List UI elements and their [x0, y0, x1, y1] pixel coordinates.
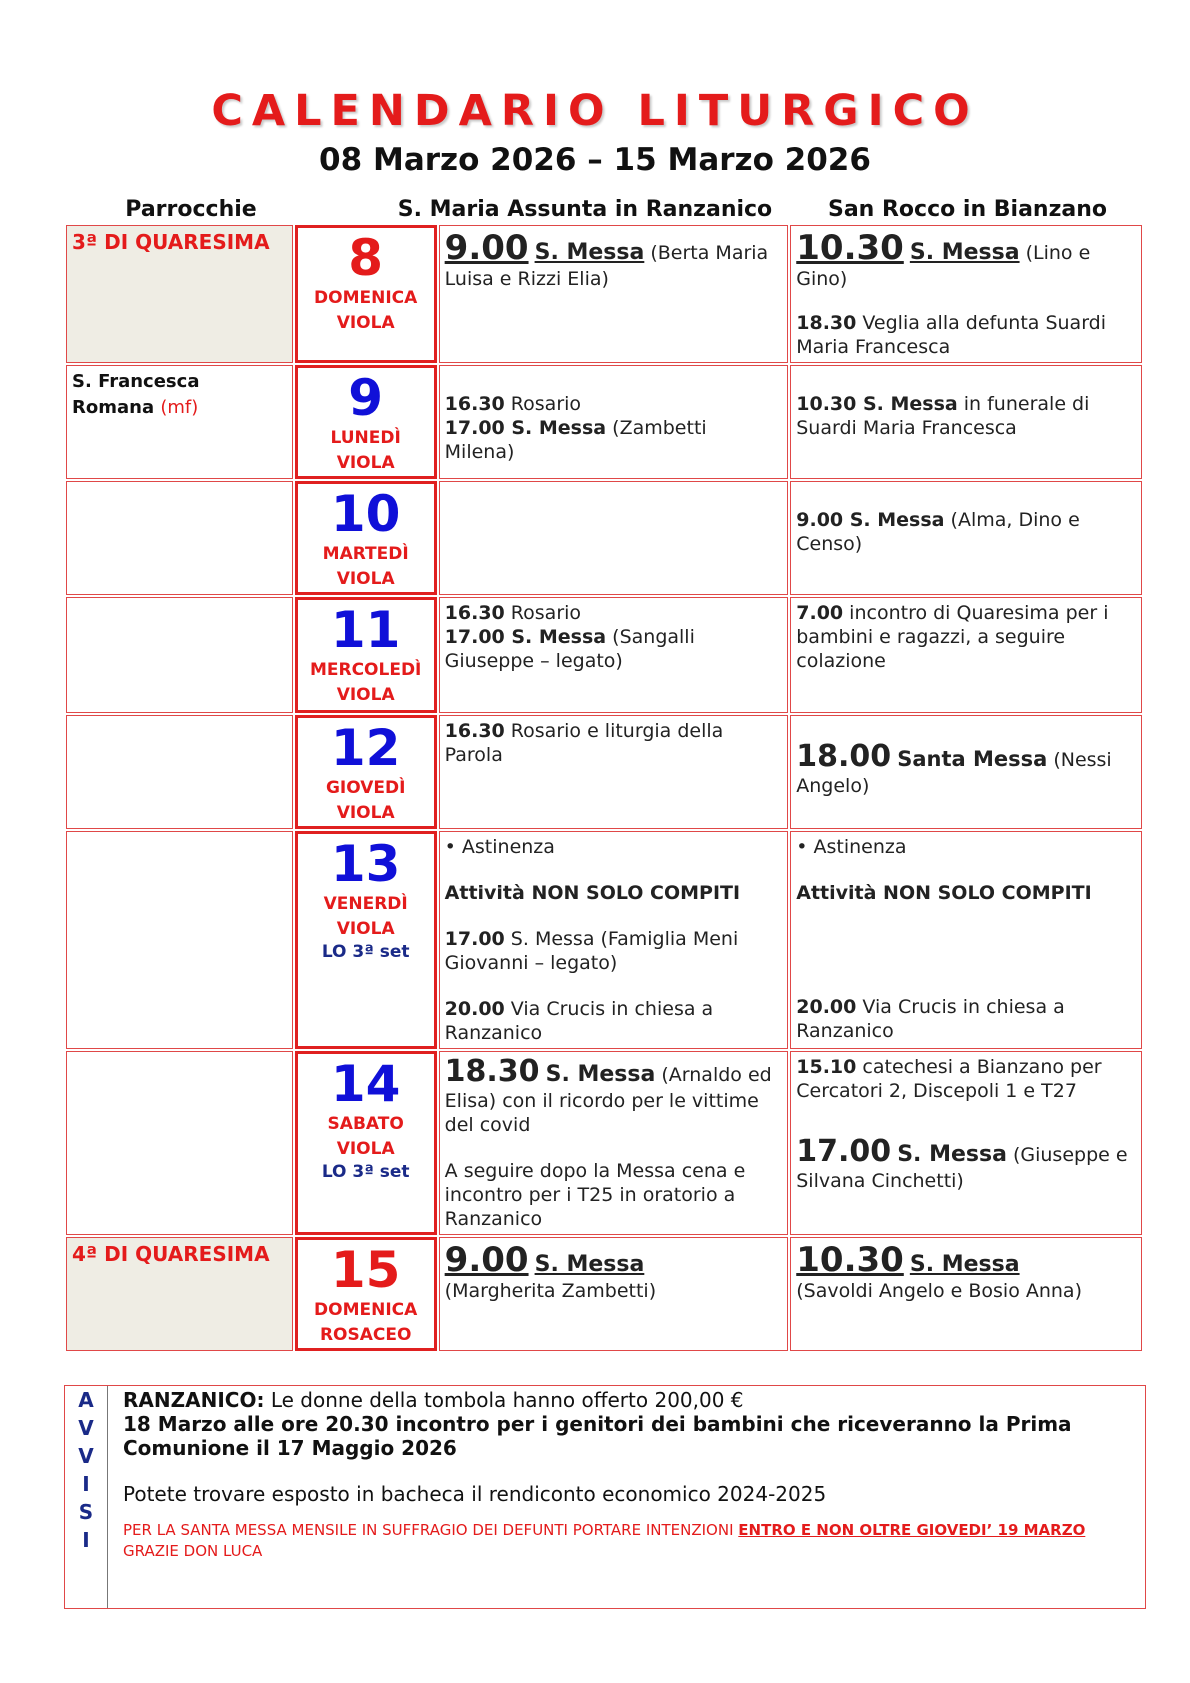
event-time: 18.30: [796, 312, 857, 334]
feast-cell: [66, 225, 293, 363]
notice-text: Le donne della tombola hanno offerto 200,00 €: [264, 1388, 744, 1412]
event-time: 7.00: [796, 602, 844, 624]
day-name: MERCOLEDÌ: [309, 660, 422, 680]
notices-letter: V: [78, 1444, 94, 1468]
event-time: 15.10: [796, 1056, 857, 1078]
day-number: 11: [330, 601, 401, 659]
date-range: 08 Marzo 2026 – 15 Marzo 2026: [319, 142, 871, 178]
abstinence-note: • Astinenza: [796, 836, 907, 858]
event-text: in funerale di Suardi Maria Francesca: [796, 393, 1090, 439]
day-number: 9: [348, 369, 384, 427]
event-text: Rosario: [504, 393, 582, 415]
feast-cell: [66, 1237, 293, 1351]
bianzano-cell: [790, 597, 1142, 713]
liturgical-color: VIOLA: [336, 1139, 395, 1159]
event-time: 10.30 S. Messa: [796, 393, 958, 415]
event-time: 9.00 S. Messa: [796, 509, 945, 531]
event-text: incontro di Quaresima per i bambini e ragazzi, a seguire colazione: [796, 602, 1109, 672]
table-row: [66, 597, 1142, 713]
event-time: 17.00 S. Messa: [444, 417, 607, 439]
day-number: 12: [330, 719, 401, 777]
notice-deadline: ENTRO E NON OLTRE GIOVEDI’ 19 MARZO: [738, 1521, 1086, 1539]
page-title: CALENDARIO LITURGICO: [211, 86, 979, 136]
liturgical-color: ROSACEO: [319, 1325, 412, 1345]
table-row: [66, 831, 1142, 1049]
mass-label: S. Messa: [534, 240, 645, 265]
ranzanico-cell: [439, 1051, 789, 1235]
mass-label: S. Messa: [897, 1142, 1007, 1167]
mass-intention: (Lino e Gino): [796, 242, 1091, 290]
mass-time: 17.00: [796, 1134, 892, 1169]
table-row: [66, 481, 1142, 595]
day-number: 10: [330, 485, 401, 543]
feast-label: 4ª DI QUARESIMA: [72, 1242, 270, 1266]
mass-time: 18.00: [796, 739, 892, 774]
day-number: 15: [330, 1241, 401, 1299]
event-time: 17.00: [444, 928, 505, 950]
event-text: Veglia alla defunta Suardi Maria Francesca: [796, 312, 1107, 358]
event-time: 16.30: [444, 720, 505, 742]
mass-label: Santa Messa: [897, 747, 1048, 771]
liturgical-color: VIOLA: [336, 313, 395, 333]
bianzano-cell: [790, 831, 1142, 1049]
ranzanico-cell: [439, 481, 789, 595]
activity-label: Attività NON SOLO COMPITI: [796, 882, 1092, 904]
day-name: DOMENICA: [314, 288, 418, 308]
mass-intention: (Berta Maria Luisa e Rizzi Elia): [444, 242, 769, 290]
table-row: [66, 1051, 1142, 1235]
event-time: 20.00: [444, 998, 505, 1020]
feast-label: 3ª DI QUARESIMA: [72, 230, 270, 254]
liturgical-color: VIOLA: [336, 685, 395, 705]
liturgy-hours-note: LO 3ª set: [321, 1162, 410, 1182]
notices-letter: S: [78, 1500, 94, 1524]
day-cell: [295, 225, 437, 363]
table-row: [66, 225, 1142, 363]
table-row: [66, 715, 1142, 829]
day-name: VENERDÌ: [323, 894, 408, 914]
notice-heading: RANZANICO:: [123, 1388, 265, 1412]
mass-time: 10.30: [796, 228, 904, 268]
mass-time: 18.30: [444, 1054, 540, 1089]
column-header-parrocchie: Parrocchie: [125, 197, 257, 222]
column-header-bianzano: San Rocco in Bianzano: [827, 197, 1108, 222]
day-number: 14: [330, 1055, 401, 1113]
ranzanico-cell: [439, 365, 789, 479]
column-header-ranzanico: S. Maria Assunta in Ranzanico: [397, 197, 773, 222]
notices-letter: I: [82, 1528, 90, 1552]
feast-cell: [66, 1051, 293, 1235]
day-cell: [295, 481, 437, 595]
feast-cell: [66, 831, 293, 1049]
feast-rank: (mf): [160, 397, 199, 418]
mass-label: S. Messa: [909, 240, 1020, 265]
feast-cell: [66, 365, 293, 479]
table-row: [66, 365, 1142, 479]
notice-text: PER LA SANTA MESSA MENSILE IN SUFFRAGIO DEI DEFUNTI PORTARE INTENZIONI: [123, 1521, 739, 1539]
bianzano-cell: [790, 365, 1142, 479]
bianzano-cell: [790, 715, 1142, 829]
event-time: 16.30: [444, 393, 505, 415]
day-name: MARTEDÌ: [322, 544, 409, 564]
ranzanico-cell: [439, 715, 789, 829]
day-cell: [295, 597, 437, 713]
notices-letter: V: [78, 1416, 94, 1440]
mass-intention: (Nessi Angelo): [796, 749, 1112, 797]
bianzano-cell: [790, 1237, 1142, 1351]
day-name: GIOVEDÌ: [325, 778, 406, 798]
event-text: catechesi a Bianzano per Cercatori 2, Discepoli 1 e T27: [796, 1056, 1102, 1102]
notice-text: Potete trovare esposto in bacheca il rendiconto economico 2024-2025: [123, 1482, 827, 1506]
notices-body: [123, 1388, 1133, 1562]
activity-label: Attività NON SOLO COMPITI: [444, 882, 741, 904]
feast-cell: [66, 481, 293, 595]
mass-intention: (Margherita Zambetti): [444, 1280, 657, 1302]
mass-label: S. Messa: [909, 1252, 1020, 1277]
day-cell: [295, 831, 437, 1049]
day-cell: [295, 1051, 437, 1235]
notices-side-label: [65, 1386, 108, 1608]
event-text: (Alma, Dino e Censo): [796, 509, 1080, 555]
mass-intention: (Arnaldo ed Elisa) con il ricordo per le vittime del covid: [444, 1064, 772, 1136]
mass-time: 10.30: [796, 1240, 904, 1280]
mass-time: 9.00: [444, 228, 529, 268]
table-row: [66, 1237, 1142, 1351]
day-cell: [295, 715, 437, 829]
event-text: Via Crucis in chiesa a Ranzanico: [796, 996, 1065, 1042]
feast-label: S. Francesca Romana: [72, 371, 200, 418]
mass-intention: (Savoldi Angelo e Bosio Anna): [796, 1280, 1082, 1302]
event-text: Via Crucis in chiesa a Ranzanico: [444, 998, 714, 1044]
bianzano-cell: [790, 225, 1142, 363]
liturgical-color: VIOLA: [336, 919, 395, 939]
event-text: (Zambetti Milena): [444, 417, 707, 463]
event-text: S. Messa (Famiglia Meni Giovanni – legato): [444, 928, 739, 974]
notices-letter: I: [82, 1472, 90, 1496]
notices-box: [64, 1385, 1146, 1609]
day-name: LUNEDÌ: [330, 428, 401, 448]
liturgical-color: VIOLA: [336, 453, 395, 473]
event-text: A seguire dopo la Messa cena e incontro per i T25 in oratorio a Ranzanico: [444, 1160, 746, 1230]
liturgy-hours-note: LO 3ª set: [321, 942, 410, 962]
notices-letter: A: [78, 1388, 94, 1412]
day-number: 13: [330, 835, 401, 893]
bianzano-cell: [790, 481, 1142, 595]
ranzanico-cell: [439, 1237, 789, 1351]
mass-label: S. Messa: [534, 1252, 645, 1277]
calendar-table: [64, 223, 1144, 1353]
day-cell: [295, 365, 437, 479]
event-text: Rosario e liturgia della Parola: [444, 720, 724, 766]
day-cell: [295, 1237, 437, 1351]
mass-label: S. Messa: [545, 1062, 656, 1087]
day-number: 8: [348, 229, 384, 287]
liturgical-color: VIOLA: [336, 569, 395, 589]
feast-cell: [66, 597, 293, 713]
feast-cell: [66, 715, 293, 829]
ranzanico-cell: [439, 225, 789, 363]
notice-text: 18 Marzo alle ore 20.30 incontro per i genitori dei bambini che riceveranno la Prima Comunione il 17 Maggio 2026: [123, 1412, 1072, 1460]
ranzanico-cell: [439, 597, 789, 713]
mass-intention: (Giuseppe e Silvana Cinchetti): [796, 1144, 1128, 1192]
notice-text: GRAZIE DON LUCA: [123, 1542, 263, 1560]
ranzanico-cell: [439, 831, 789, 1049]
event-time: 20.00: [796, 996, 857, 1018]
day-name: SABATO: [327, 1114, 404, 1134]
abstinence-note: • Astinenza: [444, 836, 555, 858]
mass-time: 9.00: [444, 1240, 529, 1280]
day-name: DOMENICA: [314, 1300, 418, 1320]
liturgical-color: VIOLA: [336, 803, 395, 823]
event-time: 17.00 S. Messa: [444, 626, 607, 648]
event-text: (Sangalli Giuseppe – legato): [444, 626, 695, 672]
bianzano-cell: [790, 1051, 1142, 1235]
event-time: 16.30: [444, 602, 505, 624]
event-text: Rosario: [504, 602, 582, 624]
